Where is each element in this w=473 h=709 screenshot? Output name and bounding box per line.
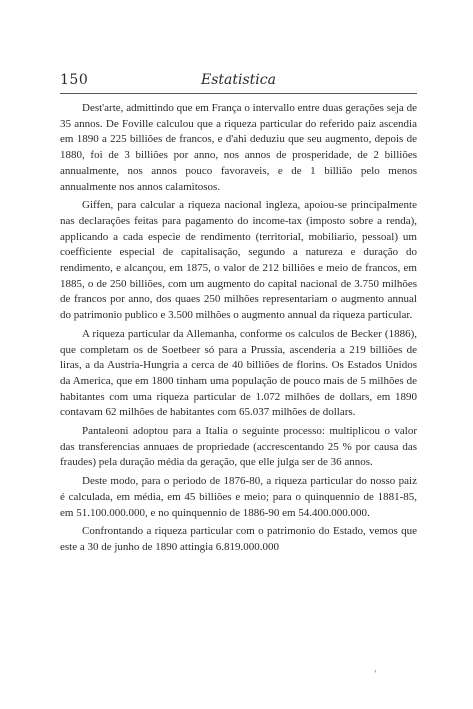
- page-number: 150: [60, 72, 89, 88]
- header-rule: [60, 93, 417, 94]
- running-title: Estatistica: [201, 72, 276, 88]
- body-text: [60, 101, 417, 559]
- paragraph: Confrontando a riqueza particular com o patrimonio do Estado, vemos que este a 30 de junho de 1890 attingia 6.819.000.000: [60, 525, 417, 553]
- paragraph: Dest'arte, admittindo que em França o intervallo entre duas gerações seja de 35 annos. De Foville calculou que a riqueza particular do referido paiz ascendia em 1890 a 225 billiões de francos, e d'ahi deduziu que seu augmento, depois de 1880, foi de 3 billiões por anno, nos annos de prosperidade, de 2 billiões annualmente, nos annos pouco favoraveis, e de 1 billião pelo menos annualmente nos annos calamitosos.: [60, 102, 417, 193]
- page-header: [60, 72, 417, 94]
- paragraph: Pantaleoni adoptou para a Italia o seguinte processo: multiplicou o valor das transferencias annuaes de propriedade (accrescentando 25 % por causa das fraudes) pela duração média da geração, que elle julga ser de 36 annos.: [60, 425, 417, 469]
- bottom-mark: ': [374, 670, 377, 680]
- paragraph: Deste modo, para o periodo de 1876-80, a riqueza particular do nosso paiz é calculada, em média, em 45 billiões e meio; para o quinquennio de 1881-85, em 51.100.000.000, e no quinquennio de 1886-90 em 54.400.000.000.: [60, 475, 417, 519]
- paragraph: Giffen, para calcular a riqueza nacional ingleza, apoiou-se principalmente nas declarações feitas para pagamento do income-tax (imposto sobre a renda), applicando a cada especie de rendimento (territorial, mobiliario, pessoal) um coefficiente especial de capitalisação, segundo a natureza e duração do rendimento, e alcançou, em 1875, o valor de 212 billiões e meio de francos, em 1885, o de 250 billiões, com um augmento do capital nacional de 3.750 milhões de francos por anno, dos quaes 250 milhões representariam o augmento annual do patrimonio publico e 3.500 milhões o augmento annual da riqueza particular.: [60, 199, 417, 322]
- paragraph: A riqueza particular da Allemanha, conforme os calculos de Becker (1886), que completam os de Soetbeer só para a Prussia, ascenderia a 219 billiões de liras, a da Austria-Hungria a cerca de 40 billiões de florins. Os Estados Unidos da America, que em 1800 tinham uma população de pouco mais de 5 milhões de habitantes com uma riqueza particular de 1.072 milhões de dollars, em 1890 contavam 62 milhões de habitantes com 65.037 milhões de dollars.: [60, 327, 417, 419]
